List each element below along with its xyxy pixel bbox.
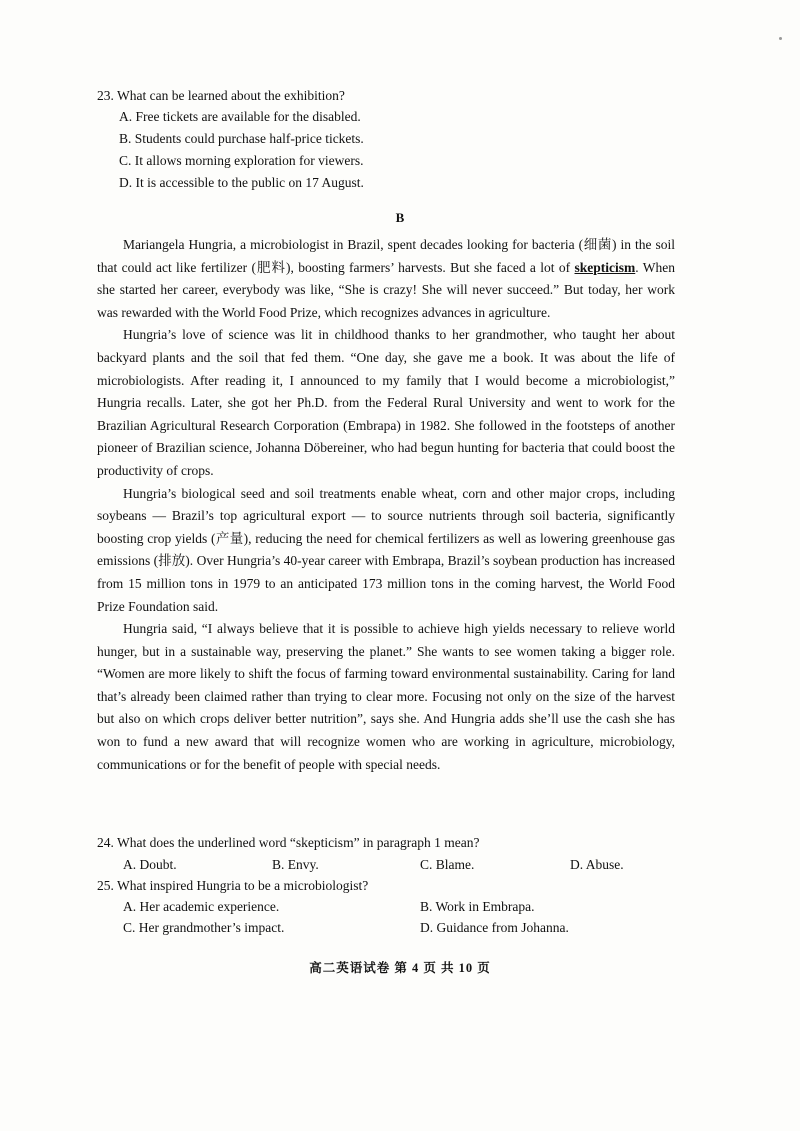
- question-25-stem: 25. What inspired Hungria to be a microbiologist?: [97, 878, 369, 893]
- question-25-option-c: C. Her grandmother’s impact.: [123, 920, 285, 935]
- question-24-option-b: B. Envy.: [272, 857, 319, 872]
- p1-text-before: Mariangela Hungria, a microbiologist in Brazil, spent decades looking for bacteria (细菌) in the soil that could act like fertilizer (肥料), boosting farmers’ harvests. But she faced a lot of: [97, 237, 675, 275]
- question-25-option-b: B. Work in Embrapa.: [420, 899, 535, 914]
- question-25-option-a: A. Her academic experience.: [123, 899, 280, 914]
- passage-paragraph-3: Hungria’s biological seed and soil treatments enable wheat, corn and other major crops, including soybeans — Brazil’s top agricultural export — to source nutrients through soil bacteria, significantly boosting crop yields (产量), reducing the need for chemical fertilizers as well as lowering greenhouse gas emissions (排放). Over Hungria’s 40-year career with Embrapa, Brazil’s soybean production has increased from 15 million tons in 1979 to an anticipated 173 million tons in the coming harvest, the World Food Prize Foundation said.: [97, 485, 675, 614]
- question-24-option-a: A. Doubt.: [123, 857, 177, 872]
- question-23-option-c: C. It allows morning exploration for viewers.: [119, 153, 364, 168]
- question-23-option-b: B. Students could purchase half-price tickets.: [119, 131, 364, 146]
- question-23-option-d: D. It is accessible to the public on 17 August.: [119, 175, 364, 190]
- question-25-option-d: D. Guidance from Johanna.: [420, 920, 569, 935]
- page-footer: 高二英语试卷 第 4 页 共 10 页: [309, 961, 491, 975]
- question-23-stem: 23. What can be learned about the exhibition?: [97, 88, 345, 103]
- passage-paragraph-1: [97, 234, 675, 324]
- keyword-skepticism: skepticism: [574, 259, 636, 275]
- question-24-option-d: D. Abuse.: [570, 857, 624, 872]
- question-24-stem: 24. What does the underlined word “skepticism” in paragraph 1 mean?: [97, 835, 480, 850]
- p1-text-after: . When she started her career, everybody was like, “She is crazy! She will never succeed.” But today, her work was rewarded with the World Food Prize, which recognizes advances in agriculture.: [97, 259, 675, 320]
- reading-passage: [97, 234, 675, 776]
- passage-paragraph-4: Hungria said, “I always believe that it is possible to achieve high yields necessary to relieve world hunger, but in a sustainable way, preserving the planet.” She wants to see women taking a bigger role. “Women are more likely to shift the focus of farming toward environmental sustainability. Caring for land that’s already been claimed rather than trying to clear more. Focusing not only on the size of the harvest but also on which crops deliver better nutrition”, says she. And Hungria adds she’ll use the cash she has won to fund a new award that will recognize women who are working in agriculture, microbiology, communications or for the benefit of people with special needs.: [97, 621, 675, 772]
- question-23-option-a: A. Free tickets are available for the disabled.: [119, 109, 361, 124]
- question-24-option-c: C. Blame.: [420, 857, 475, 872]
- section-label: B: [395, 210, 405, 225]
- passage-paragraph-2: Hungria’s love of science was lit in childhood thanks to her grandmother, who taught her about backyard plants and the soil that fed them. “One day, she gave me a book. It was about the life of microbiologists. After reading it, I announced to my family that I would become a microbiologist,” Hungria recalls. Later, she got her Ph.D. from the Federal Rural University and went to work for the Brazilian Agricultural Research Corporation (Embrapa) in 1982. She followed in the footsteps of another pioneer of Brazilian science, Johanna Döbereiner, who had begun hunting for bacteria that could boost the productivity of crops.: [97, 327, 675, 478]
- scan-speck: [779, 37, 782, 40]
